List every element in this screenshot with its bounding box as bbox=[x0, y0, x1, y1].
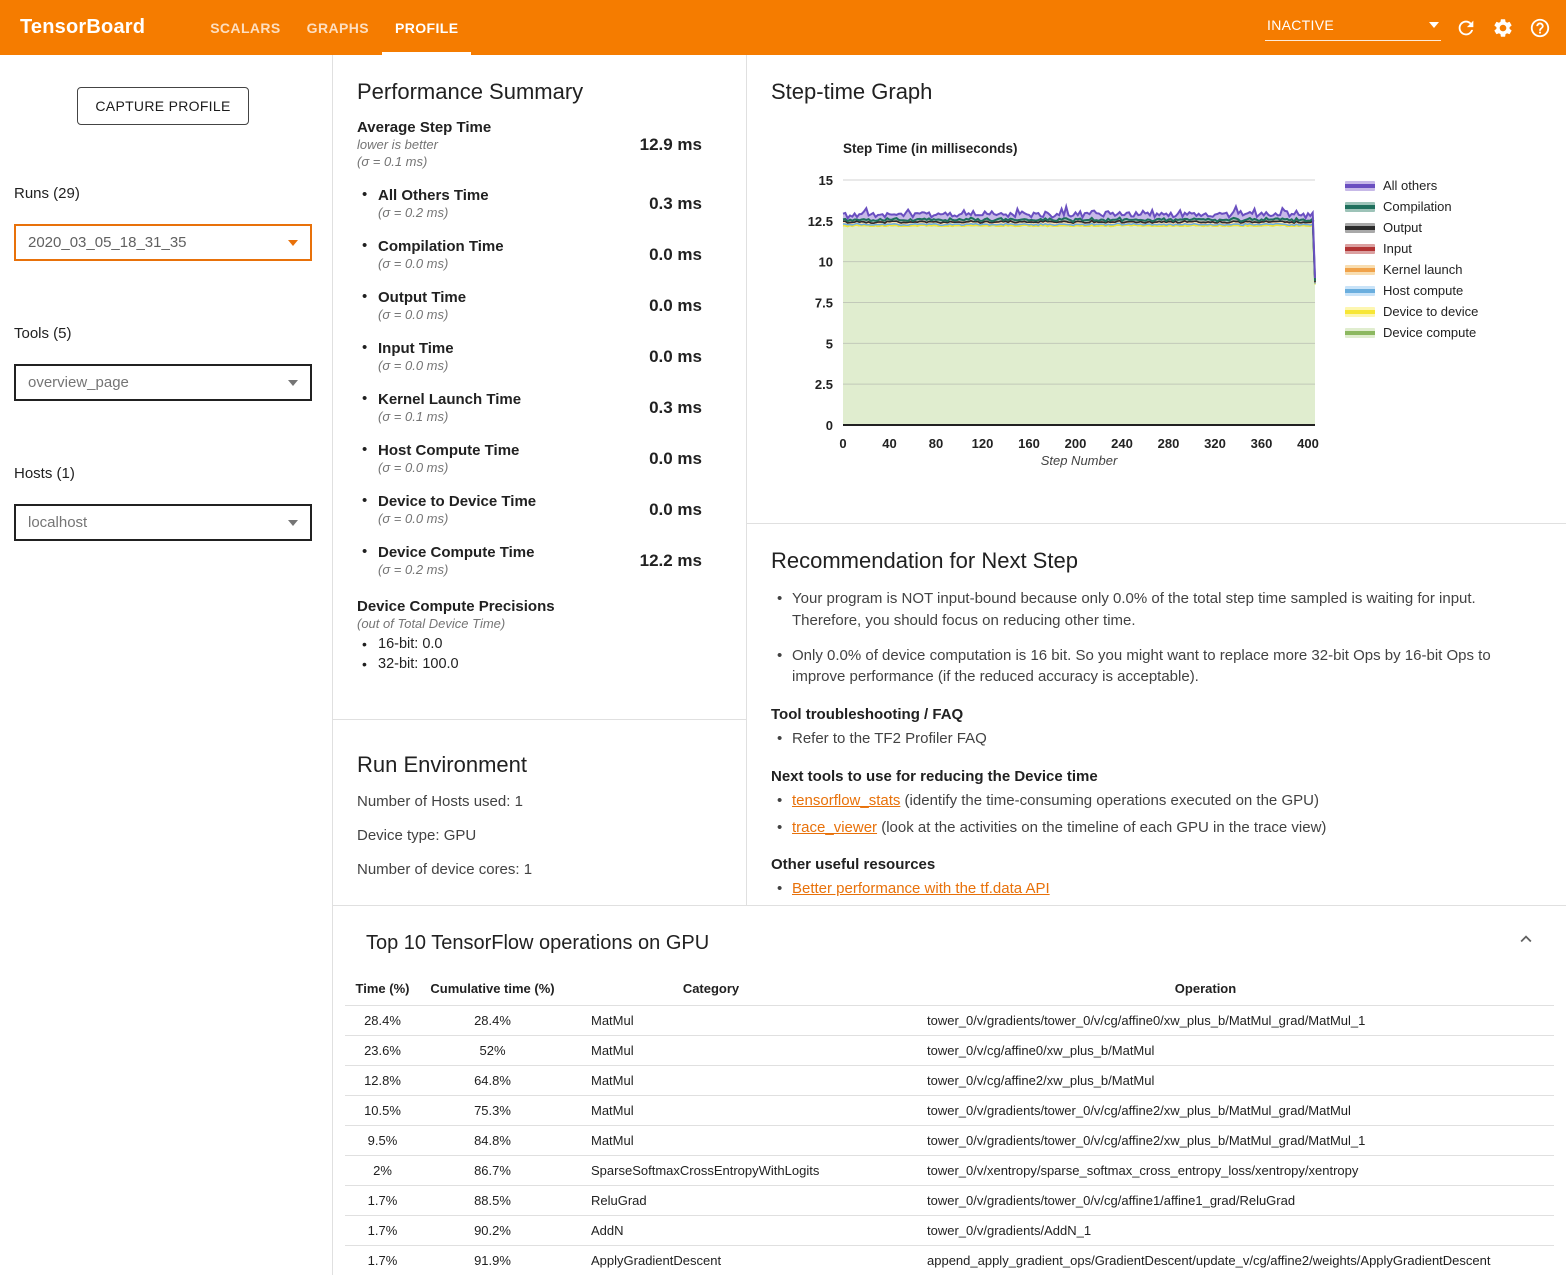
app-title: TensorBoard bbox=[20, 16, 146, 38]
table-header-row bbox=[345, 975, 1554, 1006]
metric-average-step-time: Average Step Time lower is better (σ = 0.1 ms) 12.9 ms bbox=[357, 119, 702, 169]
svg-text:40: 40 bbox=[882, 436, 897, 451]
col-category: Category bbox=[682, 981, 740, 996]
runs-dropdown-value: 2020_03_05_18_31_35 bbox=[28, 234, 187, 251]
legend-label: Output bbox=[1383, 220, 1423, 235]
metric-value: 0.0 ms bbox=[649, 245, 702, 264]
metric-value: 0.3 ms bbox=[649, 194, 702, 213]
table-row: 2% 86.7% SparseSoftmaxCrossEntropyWithLogits tower_0/v/xentropy/sparse_softmax_cross_entropy_loss/xentropy/xentropy bbox=[345, 1156, 1554, 1186]
legend-label: All others bbox=[1383, 178, 1438, 193]
settings-gear-icon[interactable] bbox=[1491, 16, 1515, 40]
svg-text:0: 0 bbox=[825, 418, 833, 433]
legend-item-kernel-launch bbox=[1345, 259, 1478, 280]
metric-row: • Device to Device Time (σ = 0.0 ms) 0.0 ms bbox=[357, 493, 702, 527]
legend-label: Input bbox=[1383, 241, 1412, 256]
metric-value: 12.9 ms bbox=[639, 134, 702, 154]
metric-row: • All Others Time (σ = 0.2 ms) 0.3 ms bbox=[357, 187, 702, 221]
svg-text:80: 80 bbox=[928, 436, 944, 451]
chevron-up-icon bbox=[1515, 928, 1537, 950]
legend-swatch bbox=[1345, 307, 1375, 317]
hosts-label: Hosts (1) bbox=[14, 465, 75, 482]
top-ops-title: Top 10 TensorFlow operations on GPU bbox=[366, 932, 710, 954]
legend-item-output bbox=[1345, 217, 1478, 238]
recommendation-bullet: • Your program is NOT input-bound because only 0.0% of the total step time sampled is waiting for input. Therefore, you should focus on reducing other time. bbox=[771, 588, 1536, 632]
performance-summary-title: Performance Summary bbox=[357, 79, 584, 104]
svg-text:2.5: 2.5 bbox=[814, 377, 833, 393]
svg-text:10: 10 bbox=[818, 254, 833, 270]
performance-summary-panel bbox=[333, 55, 746, 720]
legend-swatch bbox=[1345, 202, 1375, 212]
hosts-dropdown-value: localhost bbox=[28, 514, 88, 531]
precision-item: • 16-bit: 0.0 bbox=[357, 634, 702, 654]
legend-item-all-others bbox=[1345, 175, 1478, 196]
metric-row: • Device Compute Time (σ = 0.2 ms) 12.2 ms bbox=[357, 544, 702, 578]
legend-swatch bbox=[1345, 265, 1375, 275]
help-icon[interactable] bbox=[1528, 16, 1552, 40]
metric-row: • Output Time (σ = 0.0 ms) 0.0 ms bbox=[357, 289, 702, 323]
collapse-section-button[interactable] bbox=[1512, 926, 1540, 954]
svg-text:400: 400 bbox=[1297, 436, 1319, 451]
legend-swatch bbox=[1345, 328, 1375, 338]
recommendation-panel bbox=[747, 524, 1566, 905]
svg-text:Step Time (in milliseconds): Step Time (in milliseconds) bbox=[843, 141, 1018, 156]
faq-item: • Refer to the TF2 Profiler FAQ bbox=[771, 728, 1536, 750]
capture-profile-button[interactable]: CAPTURE PROFILE bbox=[77, 87, 248, 125]
svg-text:Step Number: Step Number bbox=[1040, 453, 1118, 468]
capture-status-dropdown[interactable] bbox=[1265, 14, 1441, 41]
chevron-down-icon bbox=[1429, 22, 1439, 28]
legend-label: Device to device bbox=[1383, 304, 1479, 319]
tab-graphs[interactable]: GRAPHS bbox=[306, 19, 369, 36]
svg-text:280: 280 bbox=[1157, 436, 1180, 451]
table-row: 1.7% 88.5% ReluGrad tower_0/v/gradients/tower_0/v/cg/affine1/affine1_grad/ReluGrad bbox=[345, 1186, 1554, 1216]
metric-row: • Host Compute Time (σ = 0.0 ms) 0.0 ms bbox=[357, 442, 702, 476]
legend-swatch bbox=[1345, 244, 1375, 254]
top-ops-table bbox=[345, 975, 1554, 1275]
legend-item-input bbox=[1345, 238, 1478, 259]
sidebar bbox=[0, 55, 333, 1275]
legend-item-host-compute bbox=[1345, 280, 1478, 301]
next-tool-item: • tensorflow_stats (identify the time-consuming operations executed on the GPU) bbox=[771, 790, 1536, 812]
run-environment-title: Run Environment bbox=[357, 752, 527, 777]
run-env-line: Device type: GPU bbox=[357, 827, 477, 844]
metric-value: 0.0 ms bbox=[649, 296, 702, 315]
nav-tabs bbox=[197, 0, 471, 55]
tab-scalars[interactable]: SCALARS bbox=[210, 19, 281, 36]
tools-dropdown-value: overview_page bbox=[28, 374, 129, 391]
runs-dropdown[interactable] bbox=[14, 224, 312, 261]
top-ops-panel bbox=[333, 905, 1566, 1275]
resources-heading: Other useful resources bbox=[771, 856, 936, 874]
col-cumulative: Cumulative time (%) bbox=[430, 981, 555, 996]
legend-swatch bbox=[1345, 181, 1375, 191]
step-time-graph-title: Step-time Graph bbox=[771, 79, 933, 104]
svg-text:200: 200 bbox=[1064, 436, 1087, 451]
metric-value: 0.3 ms bbox=[649, 398, 702, 417]
table-row: 12.8% 64.8% MatMul tower_0/v/cg/affine2/xw_plus_b/MatMul bbox=[345, 1066, 1554, 1096]
legend-item-compilation bbox=[1345, 196, 1478, 217]
legend-swatch bbox=[1345, 223, 1375, 233]
metric-value: 0.0 ms bbox=[649, 347, 702, 366]
step-time-graph-panel bbox=[747, 55, 1566, 524]
tfdata-api-link[interactable]: Better performance with the tf.data API bbox=[792, 880, 1050, 898]
table-row: 28.4% 28.4% MatMul tower_0/v/gradients/tower_0/v/cg/affine0/xw_plus_b/MatMul_grad/MatMul_1 bbox=[345, 1006, 1554, 1036]
tensorflow-stats-link[interactable]: tensorflow_stats bbox=[792, 791, 901, 809]
chart-legend bbox=[1345, 175, 1478, 475]
chevron-down-icon bbox=[288, 240, 298, 246]
next-tools-heading: Next tools to use for reducing the Device time bbox=[771, 767, 1098, 785]
step-time-chart bbox=[771, 135, 1331, 475]
svg-text:12.5: 12.5 bbox=[807, 213, 833, 229]
precision-item: • 32-bit: 100.0 bbox=[357, 654, 702, 674]
tools-label: Tools (5) bbox=[14, 325, 72, 342]
trace-viewer-link[interactable]: trace_viewer bbox=[792, 818, 878, 836]
table-row: 10.5% 75.3% MatMul tower_0/v/gradients/tower_0/v/cg/affine2/xw_plus_b/MatMul_grad/MatMul bbox=[345, 1096, 1554, 1126]
svg-text:120: 120 bbox=[971, 436, 994, 451]
col-operation: Operation bbox=[1174, 981, 1237, 996]
svg-text:0: 0 bbox=[839, 436, 847, 451]
refresh-icon[interactable] bbox=[1454, 16, 1478, 40]
svg-text:7.5: 7.5 bbox=[814, 295, 833, 311]
next-tool-item: • trace_viewer (look at the activities on the timeline of each GPU in the trace view) bbox=[771, 817, 1536, 839]
svg-text:5: 5 bbox=[825, 336, 833, 352]
legend-label: Compilation bbox=[1383, 199, 1452, 214]
tools-dropdown[interactable] bbox=[14, 364, 312, 401]
run-environment-panel bbox=[333, 720, 746, 905]
legend-item-device-to-device bbox=[1345, 301, 1478, 322]
svg-text:360: 360 bbox=[1250, 436, 1273, 451]
recommendation-bullet: • Only 0.0% of device computation is 16 bit. So you might want to replace more 32-bit Ops by 16-bit Ops to improve performance (if the reduced accuracy is acceptable). bbox=[771, 645, 1536, 689]
tab-profile[interactable]: PROFILE bbox=[382, 0, 471, 55]
svg-text:15: 15 bbox=[818, 173, 833, 188]
legend-label: Kernel launch bbox=[1383, 262, 1463, 277]
recommendation-title: Recommendation for Next Step bbox=[771, 548, 1078, 573]
table-row: 1.7% 91.9% ApplyGradientDescent append_apply_gradient_ops/GradientDescent/update_v/cg/affine2/weights/ApplyGradientDescent bbox=[345, 1246, 1554, 1275]
runs-label: Runs (29) bbox=[14, 185, 80, 202]
metric-value: 12.2 ms bbox=[639, 551, 702, 570]
metric-row: • Kernel Launch Time (σ = 0.1 ms) 0.3 ms bbox=[357, 391, 702, 425]
device-compute-precisions: Device Compute Precisions (out of Total Device Time) • 16-bit: 0.0 • 32-bit: 100.0 bbox=[357, 598, 702, 674]
legend-swatch bbox=[1345, 286, 1375, 296]
col-time: Time (%) bbox=[355, 981, 410, 996]
metric-row: • Compilation Time (σ = 0.0 ms) 0.0 ms bbox=[357, 238, 702, 272]
faq-heading: Tool troubleshooting / FAQ bbox=[771, 706, 964, 723]
legend-item-device-compute bbox=[1345, 322, 1478, 343]
resource-item bbox=[771, 878, 1536, 900]
svg-text:240: 240 bbox=[1111, 436, 1133, 451]
run-env-line: Number of Hosts used: 1 bbox=[357, 793, 523, 810]
metric-row: • Input Time (σ = 0.0 ms) 0.0 ms bbox=[357, 340, 702, 374]
legend-label: Device compute bbox=[1383, 325, 1477, 340]
chevron-down-icon bbox=[288, 380, 298, 386]
table-row: 1.7% 90.2% AddN tower_0/v/gradients/AddN_1 bbox=[345, 1216, 1554, 1246]
run-env-line: Number of device cores: 1 bbox=[357, 861, 533, 878]
hosts-dropdown[interactable] bbox=[14, 504, 312, 541]
table-row: 23.6% 52% MatMul tower_0/v/cg/affine0/xw_plus_b/MatMul bbox=[345, 1036, 1554, 1066]
table-row: 9.5% 84.8% MatMul tower_0/v/gradients/tower_0/v/cg/affine2/xw_plus_b/MatMul_grad/MatMul_1 bbox=[345, 1126, 1554, 1156]
svg-text:160: 160 bbox=[1018, 436, 1040, 451]
legend-label: Host compute bbox=[1383, 283, 1464, 298]
top-navbar bbox=[0, 0, 1566, 55]
metric-value: 0.0 ms bbox=[649, 500, 702, 519]
svg-text:320: 320 bbox=[1204, 436, 1226, 451]
chevron-down-icon bbox=[288, 520, 298, 526]
capture-status-value: INACTIVE bbox=[1267, 17, 1334, 33]
metric-value: 0.0 ms bbox=[649, 449, 702, 468]
